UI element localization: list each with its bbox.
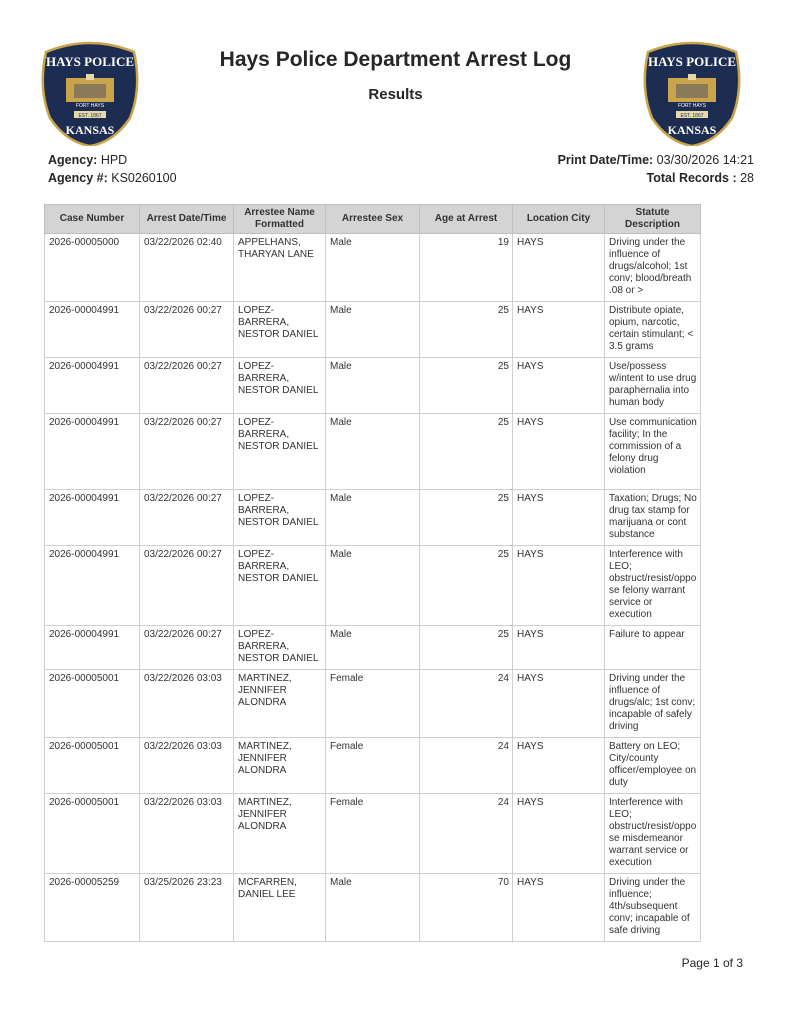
arrest-log-table	[44, 204, 701, 942]
arrestee-name-cell: LOPEZ-BARRERA, NESTOR DANIEL	[234, 626, 326, 670]
page-number: Page 1 of 3	[681, 956, 743, 970]
arrestee-sex-cell: Female	[326, 670, 420, 738]
location-city-cell: HAYS	[513, 358, 605, 414]
case-number-cell: 2026-00005001	[45, 738, 140, 794]
table-row	[45, 738, 701, 794]
statute-description-cell: Driving under the influence of drugs/alc; 1st conv; incapable of safely driving	[605, 670, 701, 738]
arrestee-sex-cell: Male	[326, 414, 420, 490]
statute-description-cell: Distribute opiate, opium, narcotic, certain stimulant; < 3.5 grams	[605, 302, 701, 358]
svg-text:HAYS POLICE: HAYS POLICE	[647, 54, 737, 69]
arrestee-name-cell: MARTINEZ, JENNIFER ALONDRA	[234, 670, 326, 738]
report-title: Hays Police Department Arrest Log	[219, 48, 572, 71]
age-cell: 25	[420, 302, 513, 358]
age-cell: 24	[420, 670, 513, 738]
arrest-datetime-cell: 03/22/2026 00:27	[140, 626, 234, 670]
print-datetime-value: 03/30/2026 14:21	[656, 153, 754, 167]
location-city-cell: HAYS	[513, 234, 605, 302]
svg-text:FORT HAYS: FORT HAYS	[677, 103, 707, 109]
print-datetime-label: Print Date/Time:	[557, 153, 654, 167]
column-header-age-at-arrest: Age at Arrest	[420, 205, 513, 234]
print-info	[558, 151, 754, 187]
arrest-datetime-cell: 03/25/2026 23:23	[140, 874, 234, 942]
age-cell: 25	[420, 414, 513, 490]
arrestee-sex-cell: Female	[326, 738, 420, 794]
statute-description-cell: Failure to appear	[605, 626, 701, 670]
arrestee-name-cell: LOPEZ-BARRERA, NESTOR DANIEL	[234, 414, 326, 490]
arrestee-name-cell: MCFARREN, DANIEL LEE	[234, 874, 326, 942]
table-header-row	[45, 205, 701, 234]
arrest-datetime-cell: 03/22/2026 00:27	[140, 302, 234, 358]
arrestee-sex-cell: Male	[326, 626, 420, 670]
arrestee-sex-cell: Male	[326, 490, 420, 546]
case-number-cell: 2026-00004991	[45, 546, 140, 626]
arrestee-name-cell: MARTINEZ, JENNIFER ALONDRA	[234, 738, 326, 794]
column-header-arrestee-sex: Arrestee Sex	[326, 205, 420, 234]
statute-description-cell: Use/possess w/intent to use drug paraphernalia into human body	[605, 358, 701, 414]
svg-text:EST. 1867: EST. 1867	[680, 113, 704, 119]
arrestee-sex-cell: Male	[326, 302, 420, 358]
table-row	[45, 490, 701, 546]
arrestee-sex-cell: Male	[326, 358, 420, 414]
agency-label: Agency:	[48, 153, 98, 167]
arrest-datetime-cell: 03/22/2026 00:27	[140, 358, 234, 414]
case-number-cell: 2026-00004991	[45, 490, 140, 546]
statute-description-cell: Use communication facility; In the commission of a felony drug violation	[605, 414, 701, 490]
arrestee-sex-cell: Male	[326, 234, 420, 302]
arrest-datetime-cell: 03/22/2026 03:03	[140, 794, 234, 874]
total-records-value: 28	[740, 171, 754, 185]
arrestee-name-cell: APPELHANS, THARYAN LANE	[234, 234, 326, 302]
age-cell: 25	[420, 358, 513, 414]
column-header-arrest-datetime: Arrest Date/Time	[140, 205, 234, 234]
table-row	[45, 546, 701, 626]
age-cell: 24	[420, 738, 513, 794]
case-number-cell: 2026-00005001	[45, 670, 140, 738]
svg-text:EST. 1867: EST. 1867	[78, 113, 102, 119]
arrestee-name-cell: LOPEZ-BARRERA, NESTOR DANIEL	[234, 490, 326, 546]
statute-description-cell: Driving under the influence; 4th/subsequent conv; incapable of safe driving	[605, 874, 701, 942]
age-cell: 25	[420, 490, 513, 546]
arrest-datetime-cell: 03/22/2026 02:40	[140, 234, 234, 302]
column-header-arrestee-name: Arrestee Name Formatted	[234, 205, 326, 234]
case-number-cell: 2026-00004991	[45, 626, 140, 670]
case-number-cell: 2026-00004991	[45, 358, 140, 414]
location-city-cell: HAYS	[513, 738, 605, 794]
arrest-datetime-cell: 03/22/2026 00:27	[140, 546, 234, 626]
arrestee-name-cell: LOPEZ-BARRERA, NESTOR DANIEL	[234, 546, 326, 626]
svg-text:HAYS POLICE: HAYS POLICE	[45, 54, 135, 69]
table-row	[45, 302, 701, 358]
arrestee-name-cell: MARTINEZ, JENNIFER ALONDRA	[234, 794, 326, 874]
statute-description-cell: Taxation; Drugs; No drug tax stamp for marijuana or cont substance	[605, 490, 701, 546]
arrestee-name-cell: LOPEZ-BARRERA, NESTOR DANIEL	[234, 302, 326, 358]
arrestee-sex-cell: Male	[326, 546, 420, 626]
statute-description-cell: Interference with LEO; obstruct/resist/oppose felony warrant service or execution	[605, 546, 701, 626]
svg-text:FORT HAYS: FORT HAYS	[75, 103, 105, 109]
age-cell: 25	[420, 626, 513, 670]
case-number-cell: 2026-00004991	[45, 302, 140, 358]
case-number-cell: 2026-00005000	[45, 234, 140, 302]
statute-description-cell: Driving under the influence of drugs/alcohol; 1st conv; blood/breath .08 or >	[605, 234, 701, 302]
table-row	[45, 626, 701, 670]
arrest-datetime-cell: 03/22/2026 03:03	[140, 670, 234, 738]
column-header-location-city: Location City	[513, 205, 605, 234]
case-number-cell: 2026-00004991	[45, 414, 140, 490]
location-city-cell: HAYS	[513, 546, 605, 626]
age-cell: 25	[420, 546, 513, 626]
location-city-cell: HAYS	[513, 874, 605, 942]
statute-description-cell: Interference with LEO; obstruct/resist/oppose misdemeanor warrant service or execution	[605, 794, 701, 874]
arrestee-sex-cell: Male	[326, 874, 420, 942]
table-row	[45, 234, 701, 302]
agency-number-label: Agency #:	[48, 171, 108, 185]
table-row	[45, 794, 701, 874]
arrestee-sex-cell: Female	[326, 794, 420, 874]
agency-info	[48, 151, 177, 187]
svg-text:KANSAS: KANSAS	[667, 123, 717, 137]
agency-value: HPD	[100, 153, 128, 167]
table-row	[45, 874, 701, 942]
total-records-label: Total Records :	[646, 171, 737, 185]
statute-description-cell: Battery on LEO; City/county officer/employee on duty	[605, 738, 701, 794]
table-row	[45, 670, 701, 738]
table-row	[45, 414, 701, 490]
arrest-datetime-cell: 03/22/2026 03:03	[140, 738, 234, 794]
case-number-cell: 2026-00005001	[45, 794, 140, 874]
svg-text:KANSAS: KANSAS	[65, 123, 115, 137]
case-number-cell: 2026-00005259	[45, 874, 140, 942]
table-row	[45, 358, 701, 414]
age-cell: 70	[420, 874, 513, 942]
location-city-cell: HAYS	[513, 302, 605, 358]
location-city-cell: HAYS	[513, 414, 605, 490]
age-cell: 24	[420, 794, 513, 874]
column-header-case-number: Case Number	[45, 205, 140, 234]
arrestee-name-cell: LOPEZ-BARRERA, NESTOR DANIEL	[234, 358, 326, 414]
location-city-cell: HAYS	[513, 794, 605, 874]
arrest-datetime-cell: 03/22/2026 00:27	[140, 490, 234, 546]
location-city-cell: HAYS	[513, 626, 605, 670]
report-subtitle: Results	[368, 86, 423, 103]
age-cell: 19	[420, 234, 513, 302]
location-city-cell: HAYS	[513, 490, 605, 546]
agency-number-value: KS0260100	[111, 171, 177, 185]
column-header-statute-description: Statute Description	[605, 205, 701, 234]
location-city-cell: HAYS	[513, 670, 605, 738]
arrest-datetime-cell: 03/22/2026 00:27	[140, 414, 234, 490]
